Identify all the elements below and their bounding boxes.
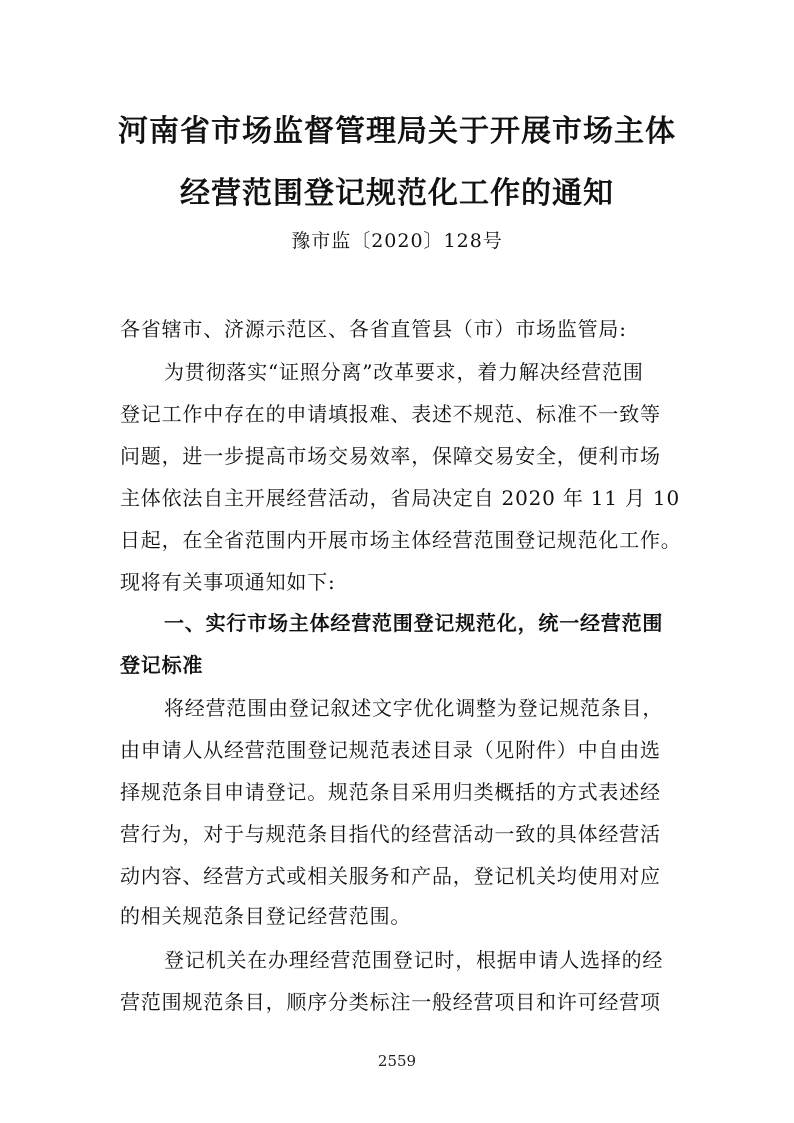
paragraph-2-line: 由申请人从经营范围登记规范表述目录（见附件）中自由选 <box>120 738 661 762</box>
document-number: 豫市监〔2020〕128号 <box>291 230 503 252</box>
section-1-heading-line: 一、实行市场主体经营范围登记规范化，统一经营范围 <box>164 611 664 635</box>
paragraph-1-line: 为贯彻落实“证照分离”改革要求，着力解决经营范围 <box>164 360 644 384</box>
document-title-line-1: 河南省市场监督管理局关于开展市场主体 <box>118 114 676 149</box>
paragraph-1-line: 现将有关事项通知如下: <box>120 570 336 594</box>
paragraph-1-line: 问题，进一步提高市场交易效率，保障交易安全，便利市场 <box>120 444 661 468</box>
paragraph-2-line: 的相关规范条目登记经营范围。 <box>120 904 412 928</box>
section-1-heading-line: 登记标准 <box>120 653 204 677</box>
document-title-line-2: 经营范围登记规范化工作的通知 <box>180 176 614 211</box>
paragraph-2-line: 动内容、经营方式或相关服务和产品，登记机关均使用对应 <box>120 864 661 888</box>
paragraph-3-line: 营范围规范条目，顺序分类标注一般经营项目和许可经营项 <box>120 990 661 1014</box>
paragraph-2-line: 择规范条目申请登记。规范条目采用归类概括的方式表述经 <box>120 780 661 804</box>
paragraph-1-line: 日起，在全省范围内开展市场主体经营范围登记规范化工作。 <box>120 528 682 552</box>
paragraph-1-line: 登记工作中存在的申请填报难、表述不规范、标准不一致等 <box>120 402 661 426</box>
paragraph-3-line: 登记机关在办理经营范围登记时，根据申请人选择的经 <box>164 948 664 972</box>
salutation: 各省辖市、济源示范区、各省直管县（市）市场监管局: <box>120 317 627 341</box>
paragraph-1-line: 主体依法自主开展经营活动，省局决定自 2020 年 11 月 10 <box>120 486 680 510</box>
page-number: 2559 <box>377 1052 417 1070</box>
paragraph-2-line: 将经营范围由登记叙述文字优化调整为登记规范条目， <box>164 696 664 720</box>
paragraph-2-line: 营行为，对于与规范条目指代的经营活动一致的具体经营活 <box>120 822 661 846</box>
